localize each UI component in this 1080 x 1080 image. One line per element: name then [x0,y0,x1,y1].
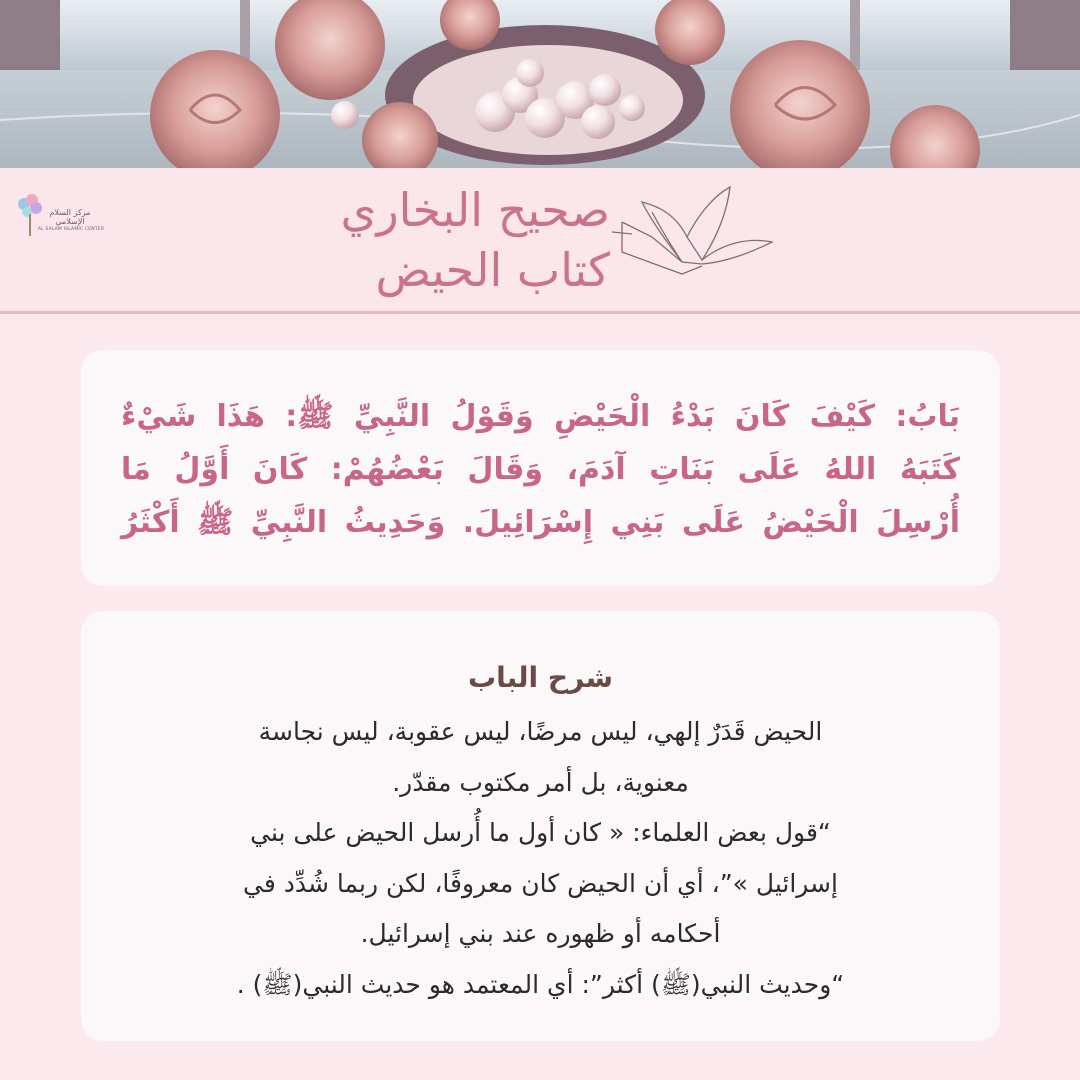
sharh-title: شرح الباب [467,661,614,694]
page-title: صحيح البخاري [340,183,610,237]
sharh-line: أحكامه أو ظهوره عند بني إسرائيل. [360,919,721,948]
roses-pearls-illustration [0,0,1080,168]
sharh-line: “وحديث النبي(ﷺ) أكثر”: أي المعتمد هو حديث النبي(ﷺ) . [236,969,845,999]
bab-text [121,390,960,549]
open-book-icon [612,182,782,282]
bab-card [81,350,1000,586]
bab-line: كَتَبَهُ اللهُ عَلَى بَنَاتِ آدَمَ، وَقَالَ بَعْضُهُمْ: كَانَ أَوَّلُ مَا [121,452,960,487]
bab-line: بَابُ: كَيْفَ كَانَ بَدْءُ الْحَيْضِ وَقَوْلُ النَّبِيِّ ﷺ: هَذَا شَيْءٌ [121,399,960,434]
brand-name-arabic: مركز السلام الإسلامي [49,208,91,226]
brand-name-english: AL SALAM ISLAMIC CENTER [37,227,105,232]
sharh-line: إسرائيل »”، أي أن الحيض كان معروفًا، لكن ربما شُدِّد في [243,868,838,898]
sharh-line: الحيض قَدَرٌ إلهي، ليس مرضًا، ليس عقوبة، ليس نجاسة [258,717,823,746]
sharh-body [141,707,940,1010]
header-divider [0,311,1080,314]
hero-photo [0,0,1080,168]
sharh-card [81,611,1000,1041]
page-subtitle: كتاب الحيض [375,243,610,297]
sharh-line: “قول بعض العلماء: « كان أول ما أُرسل الحيض على بني [250,818,831,847]
sharh-line: معنوية، بل أمر مكتوب مقدّر. [392,767,689,797]
bab-line: أُرْسِلَ الْحَيْضُ عَلَى بَنِي إِسْرَائِيلَ. وَحَدِيثُ النَّبِيِّ ﷺ أَكْثَرُ [121,505,960,540]
